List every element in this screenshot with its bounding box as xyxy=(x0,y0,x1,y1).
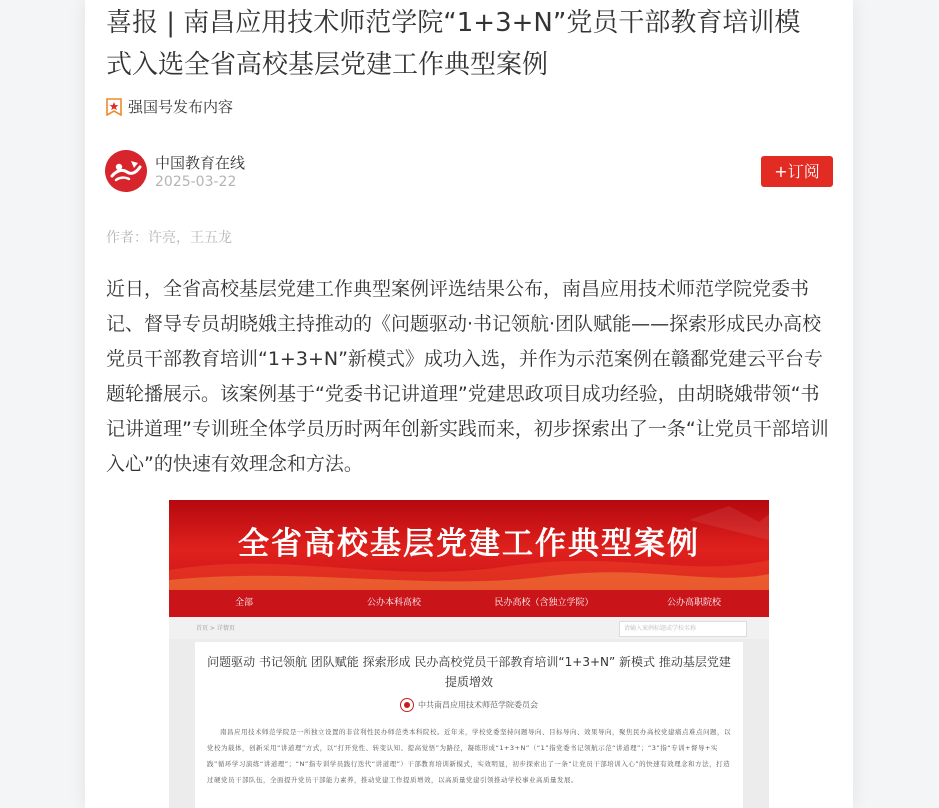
publish-date: 2025-03-22 xyxy=(155,174,237,190)
image-nav xyxy=(169,590,769,617)
image-breadcrumb: 首页 > 详情页 xyxy=(196,625,235,632)
article-body: 近日，全省高校基层党建工作典型案例评选结果公布，南昌应用技术师范学院党委书记、督导专员胡晓娥主持推动的《问题驱动·书记领航·团队赋能——探索形成民办高校党员干部教育培训“1+3+N”新模式》成功入选，并作为示范案例在赣鄱党建云平台专题轮播展示。该案例基于“党委书记讲道理”党建思政项目成功经验，由胡晓娥带领“书记讲道理”专训班全体学员历时两年创新实践而来，初步探索出了一条“让党员干部培训入心”的快速有效理念和方法。 xyxy=(106,278,829,475)
source-tag xyxy=(106,96,233,117)
image-nav-item: 公办高职院校 xyxy=(666,598,721,608)
article-image xyxy=(169,500,769,808)
image-nav-item: 全部 xyxy=(234,598,253,608)
source-tag-label: 强国号发布内容 xyxy=(128,98,234,116)
image-doc-org-name: 中共南昌应用技术师范学院委员会 xyxy=(418,700,538,710)
image-banner xyxy=(169,500,769,590)
banner-title: 全省高校基层党建工作典型案例 xyxy=(238,526,700,562)
publisher-logo-icon xyxy=(105,150,147,192)
subscribe-button[interactable]: +订阅 xyxy=(761,156,833,187)
image-search-box: 请输入案例标题或学校名称 xyxy=(619,621,747,637)
image-doc-body: 南昌应用技术师范学院是一所独立设置的非营利性民办师范类本科院校。近年来，学校党委坚持问题导向、目标导向、效果导向，聚焦民办高校党建痛点难点问题，以党校为载体，创新采用“讲道理”方式，以“打开党性、转变认知、提高觉悟”为路径，凝练形成“1+3+N”（“1”指党委书记领航示范“讲道理”；“3”指“专训+督导+实践”循环学习演练“讲道理”；“N”指专训学员践行迭代“讲道理”）干部教育培训新模式，实效明显，初步探索出了一条“让党员干部培训入心”的快速有效理念和方法，打造过硬党员干部队伍，全面提升党员干部能力素养，推动党建工作提质增效，以高质量党建引领推动学校事业高质量发展。 xyxy=(207,728,731,784)
image-breadcrumb-bar xyxy=(169,617,769,639)
publisher-name[interactable]: 中国教育在线 xyxy=(155,154,246,172)
image-doc-org xyxy=(195,698,743,712)
publisher-row xyxy=(105,150,833,194)
article-title: 喜报 | 南昌应用技术师范学院“1+3+N”党员干部教育培训模式入选全省高校基层党建工作典型案例 xyxy=(106,8,801,80)
image-nav-item: 公办本科高校 xyxy=(366,598,421,608)
image-doc-title: 问题驱动 书记领航 团队赋能 探索形成 民办高校党员干部教育培训“1+3+N” 新模式 推动基层党建提质增效 xyxy=(207,655,731,689)
image-document xyxy=(195,642,743,808)
party-emblem-icon xyxy=(400,698,414,712)
article-card xyxy=(85,0,853,808)
star-flag-icon xyxy=(106,98,122,116)
authors-line: 作者：许亮，王五龙 xyxy=(106,230,232,246)
image-nav-item: 民办高校（含独立学院） xyxy=(494,598,594,608)
publisher-avatar[interactable] xyxy=(105,150,147,192)
